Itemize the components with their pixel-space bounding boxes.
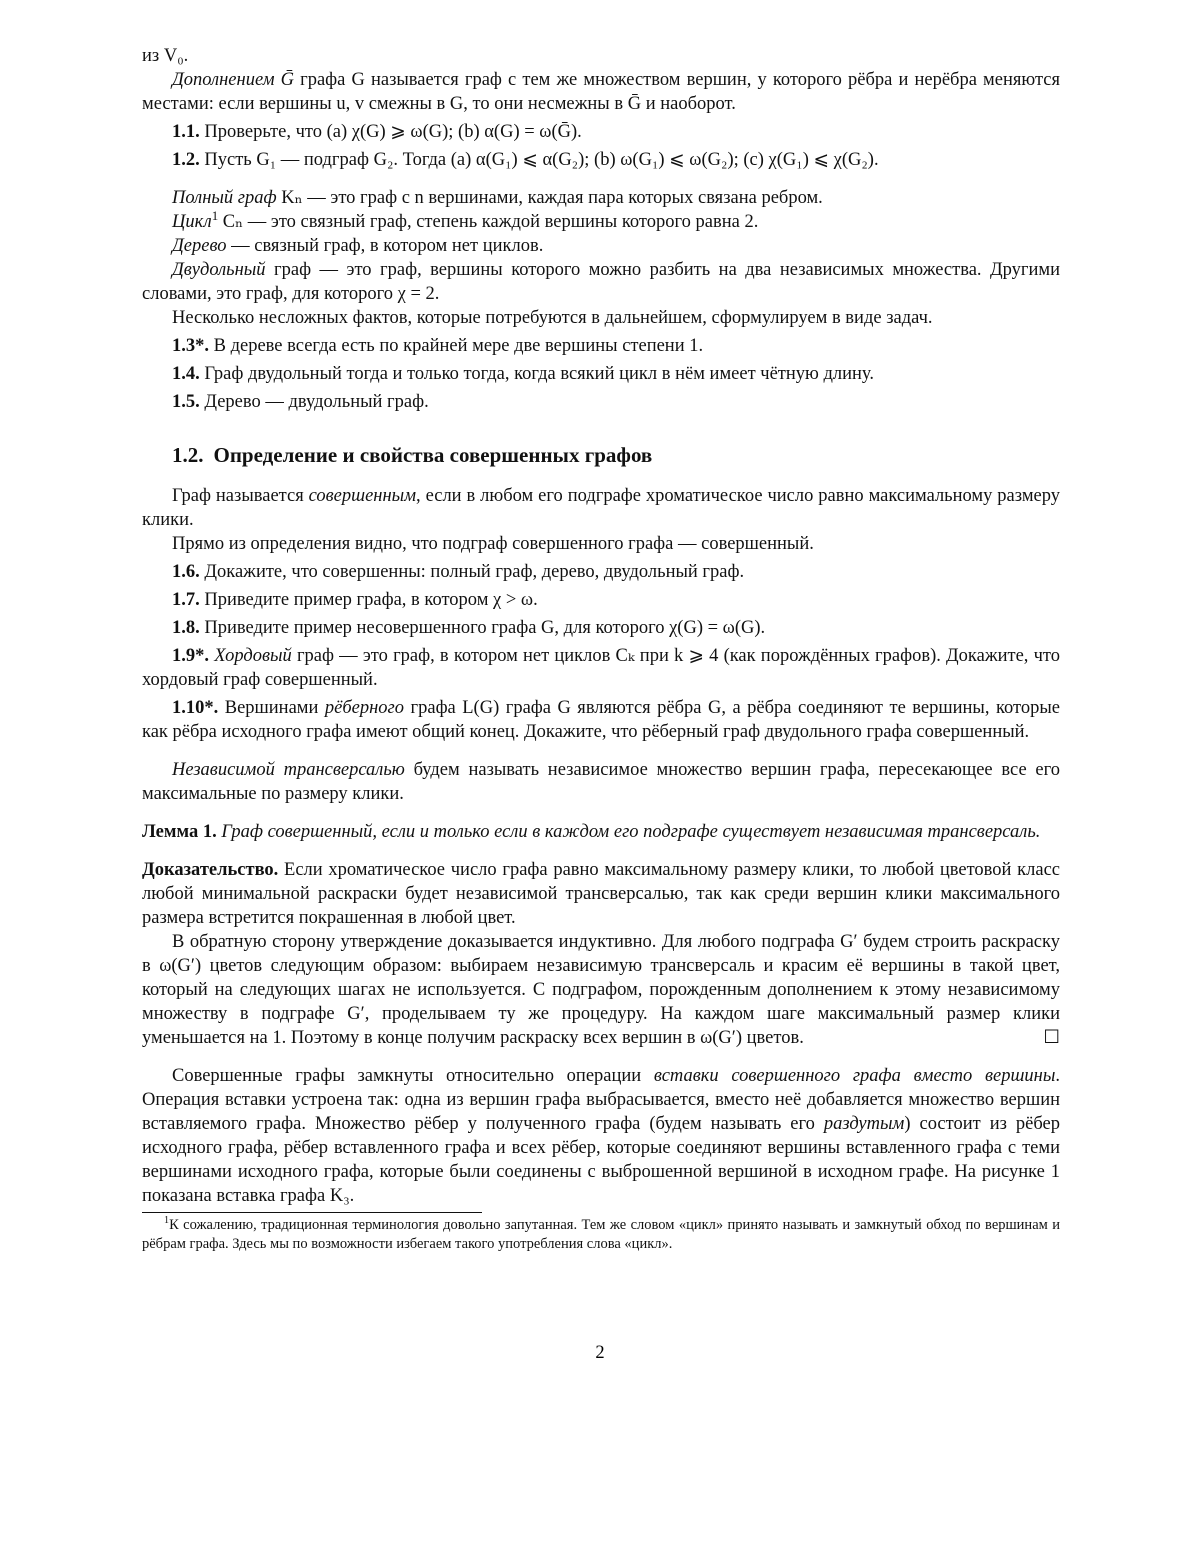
problem-1-1: 1.1. Проверьте, что (a) χ(G) ⩾ ω(G); (b) α(G) = ω(Ḡ). xyxy=(172,122,582,142)
facts-intro: Несколько несложных фактов, которые потребуются в дальнейшем, сформулируем в виде задач. xyxy=(172,308,933,328)
direct-remark: Прямо из определения видно, что подграф совершенного графа — совершенный. xyxy=(172,534,814,554)
bipartite-definition: Двудольный граф — это граф, вершины которого можно разбить на два независимых множества. Другими словами, это граф, для которого χ = 2. xyxy=(142,260,1060,304)
perfect-definition: Граф называется совершенным, если в любом его подграфе хроматическое число равно максимальному размеру клики. xyxy=(142,486,1060,530)
lemma-1: Лемма 1. Граф совершенный, если и только если в каждом его подграфе существует независимая трансверсаль. xyxy=(142,822,1041,842)
page-content xyxy=(142,44,1060,1254)
section-number: 1.2. xyxy=(172,443,204,467)
problem-1-8: 1.8. Приведите пример несовершенного графа G, для которого χ(G) = ω(G). xyxy=(172,618,766,638)
problem-1-4: 1.4. Граф двудольный тогда и только тогда, когда всякий цикл в нём имеет чётную длину. xyxy=(172,364,874,384)
full-graph-definition: Полный граф Kₙ — это граф с n вершинами, каждая пара которых связана ребром. xyxy=(172,188,823,208)
transversal-definition: Независимой трансверсалью будем называть независимое множество вершин графа, пересекающее все его максимальные по размеру клики. xyxy=(142,760,1060,804)
insertion-paragraph: Совершенные графы замкнуты относительно операции вставки совершенного графа вместо вершины. Операция вставки устроена так: одна из вершин графа выбрасывается, вместо неё добавляется множество вершин вставляемого графа. Множество рёбер у полученного графа (будем называть его раздутым) состоит из рёбер исходного графа, рёбер вставленного графа и всех рёбер, которые соединяют вершины вставленного графа с теми вершинами исходного графа, которые были соединены с выброшенной вершиной в исходном графе. На рисунке 1 показана вставка графа K₃. xyxy=(142,1066,1061,1206)
problem-1-2: 1.2. Пусть G₁ — подграф G₂. Тогда (a) α(G₁) ⩽ α(G₂); (b) ω(G₁) ⩽ ω(G₂); (c) χ(G₁) ⩽ χ(G₂). xyxy=(172,150,879,170)
problem-1-7: 1.7. Приведите пример графа, в котором χ > ω. xyxy=(172,590,538,610)
problem-1-3: 1.3*. В дереве всегда есть по крайней мере две вершины степени 1. xyxy=(172,336,704,356)
section-title: Определение и свойства совершенных графов xyxy=(213,443,653,467)
proof-paragraph-2: В обратную сторону утверждение доказывается индуктивно. Для любого подграфа G′ будем строить раскраску в ω(G′) цветов следующим образом: выбираем независимую трансверсаль и красим её вершины в такой цвет, который на следующих шагах не используется. С подграфом, порожденным дополнением к этому независимому множеству в подграфе G′, проделываем ту же процедуру. На каждом шаге максимальный размер клики уменьшается на 1. Поэтому в конце получим раскраску всех вершин в ω(G′) цветов. ☐ xyxy=(142,932,1060,1048)
problem-1-5: 1.5. Дерево — двудольный граф. xyxy=(172,392,429,412)
section-heading xyxy=(172,442,1060,468)
complement-definition: Дополнением Ḡ графа G называется граф с тем же множеством вершин, у которого рёбра и нерёбра меняются местами: если вершины u, v смежны в G, то они несмежны в Ḡ и наоборот. xyxy=(142,70,1060,114)
problem-1-10: 1.10*. Вершинами рёберного графа L(G) графа G являются рёбра G, а рёбра соединяют те вершины, которые как рёбра исходного графа имеют общий конец. Докажите, что рёберный граф двудольного графа совершенный. xyxy=(142,698,1060,742)
footnote-rule xyxy=(142,1212,482,1213)
page-number: 2 xyxy=(595,1343,605,1363)
problem-1-9: 1.9*. Хордовый граф — это граф, в котором нет циклов Cₖ при k ⩾ 4 (как порождённых графов). Докажите, что хордовый граф совершенный. xyxy=(142,646,1061,690)
proof-paragraph-1: Доказательство. Если хроматическое число графа равно максимальному размеру клики, то любой цветовой класс любой минимальной раскраски будет независимой трансверсалью, так как среди вершин клики максимального размера встретится покрашенная в любой цвет. xyxy=(142,860,1060,928)
text-line: из V₀. xyxy=(142,46,189,66)
cycle-definition: Цикл$^1$ Cₙ — это связный граф, степень каждой вершины которого равна 2. xyxy=(172,207,759,232)
problem-1-6: 1.6. Докажите, что совершенны: полный граф, дерево, двудольный граф. xyxy=(172,562,745,582)
tree-definition: Дерево — связный граф, в котором нет циклов. xyxy=(172,236,544,256)
qed-symbol: ☐ xyxy=(1043,1028,1060,1048)
footnote: $^1$К сожалению, традиционная терминология довольно запутанная. Тем же словом «цикл» принято называть и замкнутый обход по вершинам и рёбрам графа. Здесь мы по возможности избегаем такого употребления слова «цикл». xyxy=(142,1215,1060,1252)
